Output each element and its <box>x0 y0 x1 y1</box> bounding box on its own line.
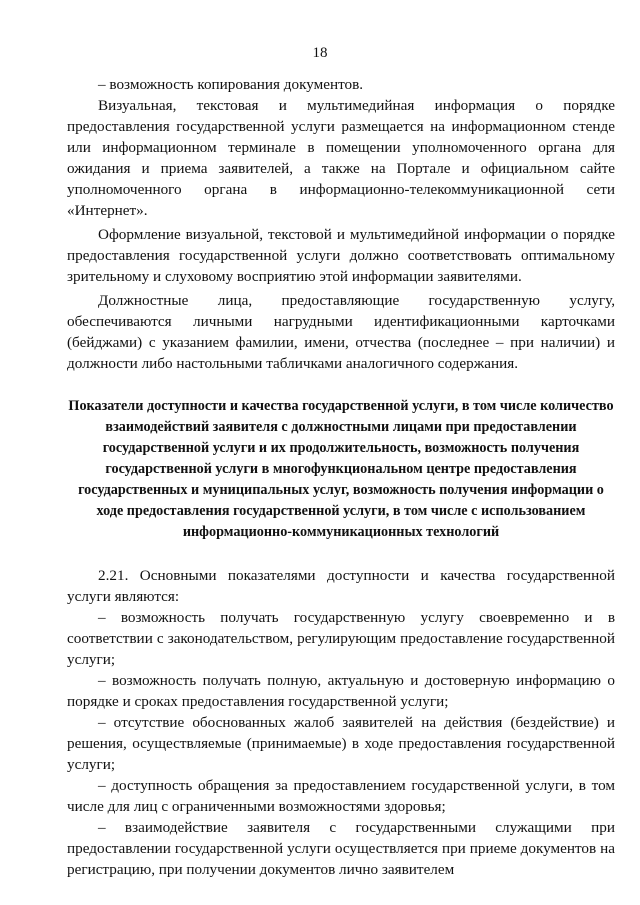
paragraph-officials: Должностные лица, предоставляющие государственную услугу, обеспечиваются личными нагрудными идентификационными карточками (бейджами) с указанием фамилии, имени, отчества (последнее – при наличии) и должности либо настольными табличками аналогичного содержания. <box>67 292 615 372</box>
paragraph-copying: – возможность копирования документов. <box>98 76 364 93</box>
paragraph-2-21: 2.21. Основными показателями доступности и качества государственной услуги являются: <box>67 567 615 605</box>
list-item-timely: – возможность получать государственную услугу своевременно и в соответствии с законодательством, регулирующим предоставление государственной услуги; <box>67 609 615 668</box>
section-heading: Показатели доступности и качества государственной услуги, в том числе количество взаимодействий заявителя с должностными лицами при предоставлении государственной услуги и их продолжительность, возможность получения государственной услуги в многофункциональном центре предоставления государственных и муниципальных услуг, возможность получения информации о ходе предоставления государственной услуги, в том числе с использованием информационно-коммуникационных технологий <box>68 398 614 540</box>
paragraph-visual-info: Визуальная, текстовая и мультимедийная информация о порядке предоставления государственной услуги размещается на информационном стенде или информационном терминале в помещении уполномоченного органа для ожидания и приема заявителей, а также на Портале и официальном сайте уполномоченного органа в информационно-телекоммуникационной сети «Интернет». <box>67 97 615 219</box>
list-item-information: – возможность получать полную, актуальную и достоверную информацию о порядке и сроках предоставления государственной услуги; <box>67 672 615 710</box>
page-content <box>67 74 615 880</box>
paragraph-info-design: Оформление визуальной, текстовой и мультимедийной информации о порядке предоставления государственной услуги должно соответствовать оптимальному зрительному и слуховому восприятию этой информации заявителями. <box>67 226 615 285</box>
list-item-complaints: – отсутствие обоснованных жалоб заявителей на действия (бездействие) и решения, осуществляемые (принимаемые) в ходе предоставления государственной услуги; <box>67 714 615 773</box>
page-number: 18 <box>312 45 328 61</box>
list-item-accessibility: – доступность обращения за предоставлением государственной услуги, в том числе для лиц с ограниченными возможностями здоровья; <box>67 777 615 815</box>
list-item-interaction: – взаимодействие заявителя с государственными служащими при предоставлении государственной услуги осуществляется при приеме документов на регистрацию, при получении документов лично заявителем <box>67 819 615 878</box>
